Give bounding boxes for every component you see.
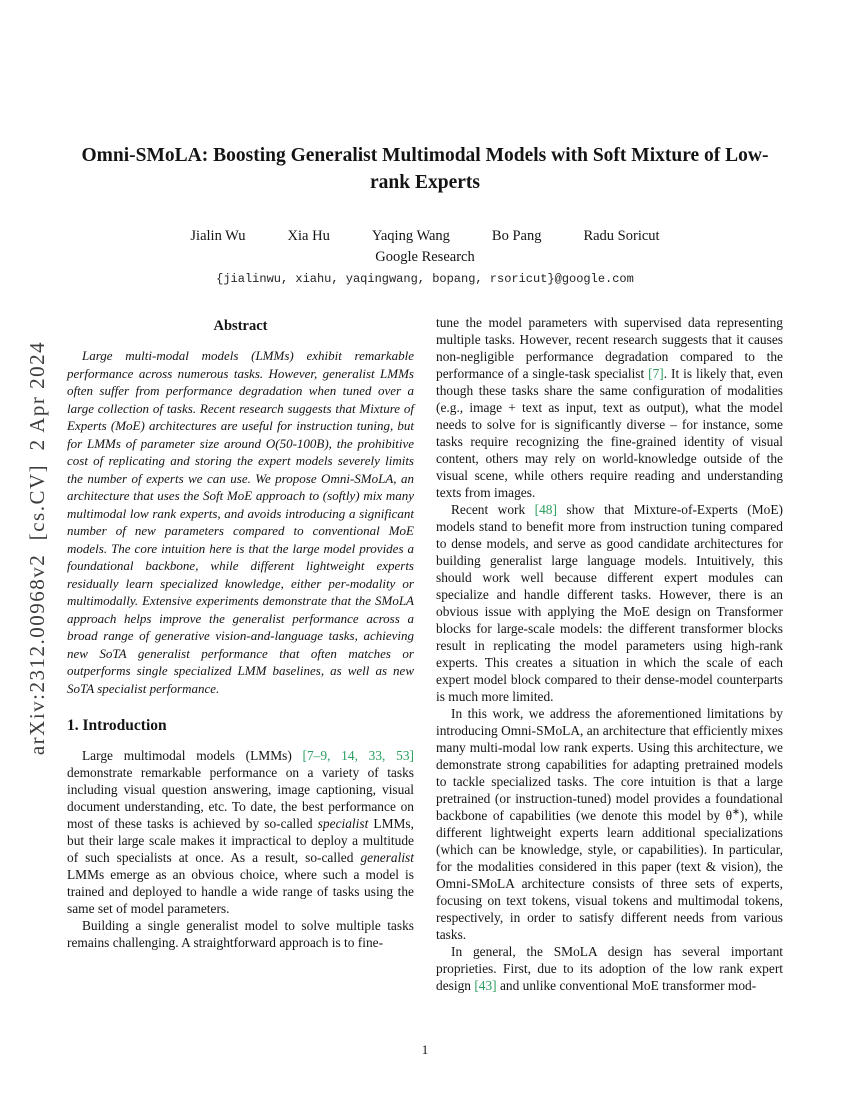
page-number: 1 <box>421 1042 429 1057</box>
abstract-heading: Abstract <box>213 318 268 334</box>
abstract-paragraph <box>67 347 414 697</box>
text-run: and unlike conventional MoE transformer mod- <box>496 978 757 993</box>
author-name: Xia Hu <box>287 228 330 244</box>
text-run: demonstrate remarkable performance on a variety of tasks including visual question answering, image captioning, visual document understanding, etc. To date, the best performance on most of these tasks is achieved by so-called <box>67 765 414 831</box>
intro-paragraph-1 <box>67 747 414 917</box>
text-run: θ <box>725 808 733 823</box>
intro-paragraph-2 <box>67 917 414 951</box>
citation-link[interactable]: [48] <box>534 502 557 517</box>
two-column-body <box>67 314 783 994</box>
text-run: show that Mixture-of-Experts (MoE) models stand to benefit more from instruction tuning compared to dense models, and serve as good candidate architectures for building generalist large language models. Intuitively, this should work well because different expert modules can specialize and handle different tasks. However, there is an obvious issue with applying the MoE design on Transformer blocks for large-scale models: the different transformer blocks result in replicating the model parameters using high-rank experts. This creates a situation in which the scale of each expert model block compared to their dense-model counterparts is much more limited. <box>436 502 783 704</box>
text-run: Large multi-modal models (LMMs) exhibit remarkable performance across numerous tasks. However, generalist LMMs often suffer from performance degradation when tuned over a large collection of tasks. Recent research suggests that Mixture of Experts (MoE) architectures are useful for instruction tuning, but for LMMs of parameter size around O(50-100B), the prohibitive cost of replicating and storing the expert models severely limits the number of experts we can use. We propose Omni-SMoLA, an architecture that uses the Soft MoE approach to (softly) mix many multimodal low rank experts, and avoids introducing a significant number of new parameters compared to conventional MoE models. The core intuition here is that the large model provides a foundational backbone, while different lightweight experts residually learn specialized knowledge, either per-modality or multimodally. Extensive experiments demonstrate that the SMoLA approach helps improve the generalist performance across a broad range of generative vision-and-language tasks, achieving new SoTA generalist performance that often matches or outperforms single specialized LMM baselines, as well as new SoTA specialist performance. <box>67 348 414 696</box>
author-name: Yaqing Wang <box>371 228 450 244</box>
arxiv-watermark: arXiv:2312.00968v2 [cs.CV] 2 Apr 2024 <box>25 340 49 756</box>
text-run: . It is likely that, even though these tasks share the same configuration of modalities (e.g., image + text as input, text as output), what the model needs to solve for is significantly diverse – for instance, some tasks require recognizing the fine-grained identity of visual content, others may rely on world-knowledge outside of the visual scene, while others require reading and understanding texts from images. <box>436 366 783 500</box>
text-run: tune the model parameters with supervised data representing multiple tasks. However, recent research suggests that it causes non-negligible performance degradation compared to the performance of a single-task specialist <box>436 315 783 381</box>
text-run: LMMs emerge as an obvious choice, where such a model is trained and deployed to handle a wide range of tasks using the same set of model parameters. <box>67 867 414 916</box>
text-run: In this work, we address the aforementioned limitations by introducing Omni-SMoLA, an architecture that efficiently mixes many multi-modal low rank experts. Using this architecture, we demonstrate strong capabilities for adapting pretrained models to tackle specialized tasks. The core intuition is that a large pretrained (or instruction-tuned) model provides a foundational backbone of capabilities (we denote this model by <box>436 706 783 823</box>
intro-paragraph-5 <box>436 943 783 994</box>
author-name: Bo Pang <box>491 228 542 244</box>
text-run: Recent work <box>451 502 535 517</box>
column-left <box>67 314 414 994</box>
author-name: Radu Soricut <box>583 228 660 244</box>
intro-paragraph-3 <box>436 501 783 705</box>
column-right <box>436 314 783 994</box>
text-run: Large multimodal models (LMMs) <box>82 748 303 763</box>
text-run: In general, the SMoLA design has several important proprieties. First, due to its adoption of the low rank expert design <box>436 944 783 993</box>
emphasis-text: specialist <box>317 816 369 831</box>
email-line: {jialinwu, xiahu, yaqingwang, bopang, rsoricut}@google.com <box>216 272 634 286</box>
text-run: LMMs, but their large scale makes it impractical to deploy a multitude of such specialists at once. As a result, so-called <box>67 816 414 865</box>
superscript-text: ∗ <box>732 807 740 818</box>
paper-header <box>0 142 850 286</box>
author-name: Jialin Wu <box>190 228 246 244</box>
section-heading-introduction: 1. Introduction <box>67 717 167 734</box>
affiliation: Google Research <box>375 249 475 265</box>
intro-paragraph-4 <box>436 705 783 943</box>
text-run: ), while different lightweight experts learn additional specializations (which can be knowledge, style, or capabilities). In particular, for the modalities considered in this paper (text & vision), the Omni-SMoLA architecture consists of three sets of experts, focusing on text tokens, visual tokens and multimodal tokens, respectively, in order to satisfy different needs from various tasks. <box>436 808 783 942</box>
emphasis-text: generalist <box>360 850 414 865</box>
citation-link[interactable]: [7] <box>648 366 664 381</box>
authors-row <box>0 228 850 245</box>
citation-link[interactable]: [7–9, 14, 33, 53] <box>302 748 414 763</box>
text-run: Building a single generalist model to solve multiple tasks remains challenging. A straightforward approach is to fine- <box>67 918 414 950</box>
intro-paragraph-2-continued <box>436 314 783 501</box>
citation-link[interactable]: [43] <box>474 978 497 993</box>
paper-title: Omni-SMoLA: Boosting Generalist Multimodal Models with Soft Mixture of Low-rank Experts <box>81 145 769 193</box>
